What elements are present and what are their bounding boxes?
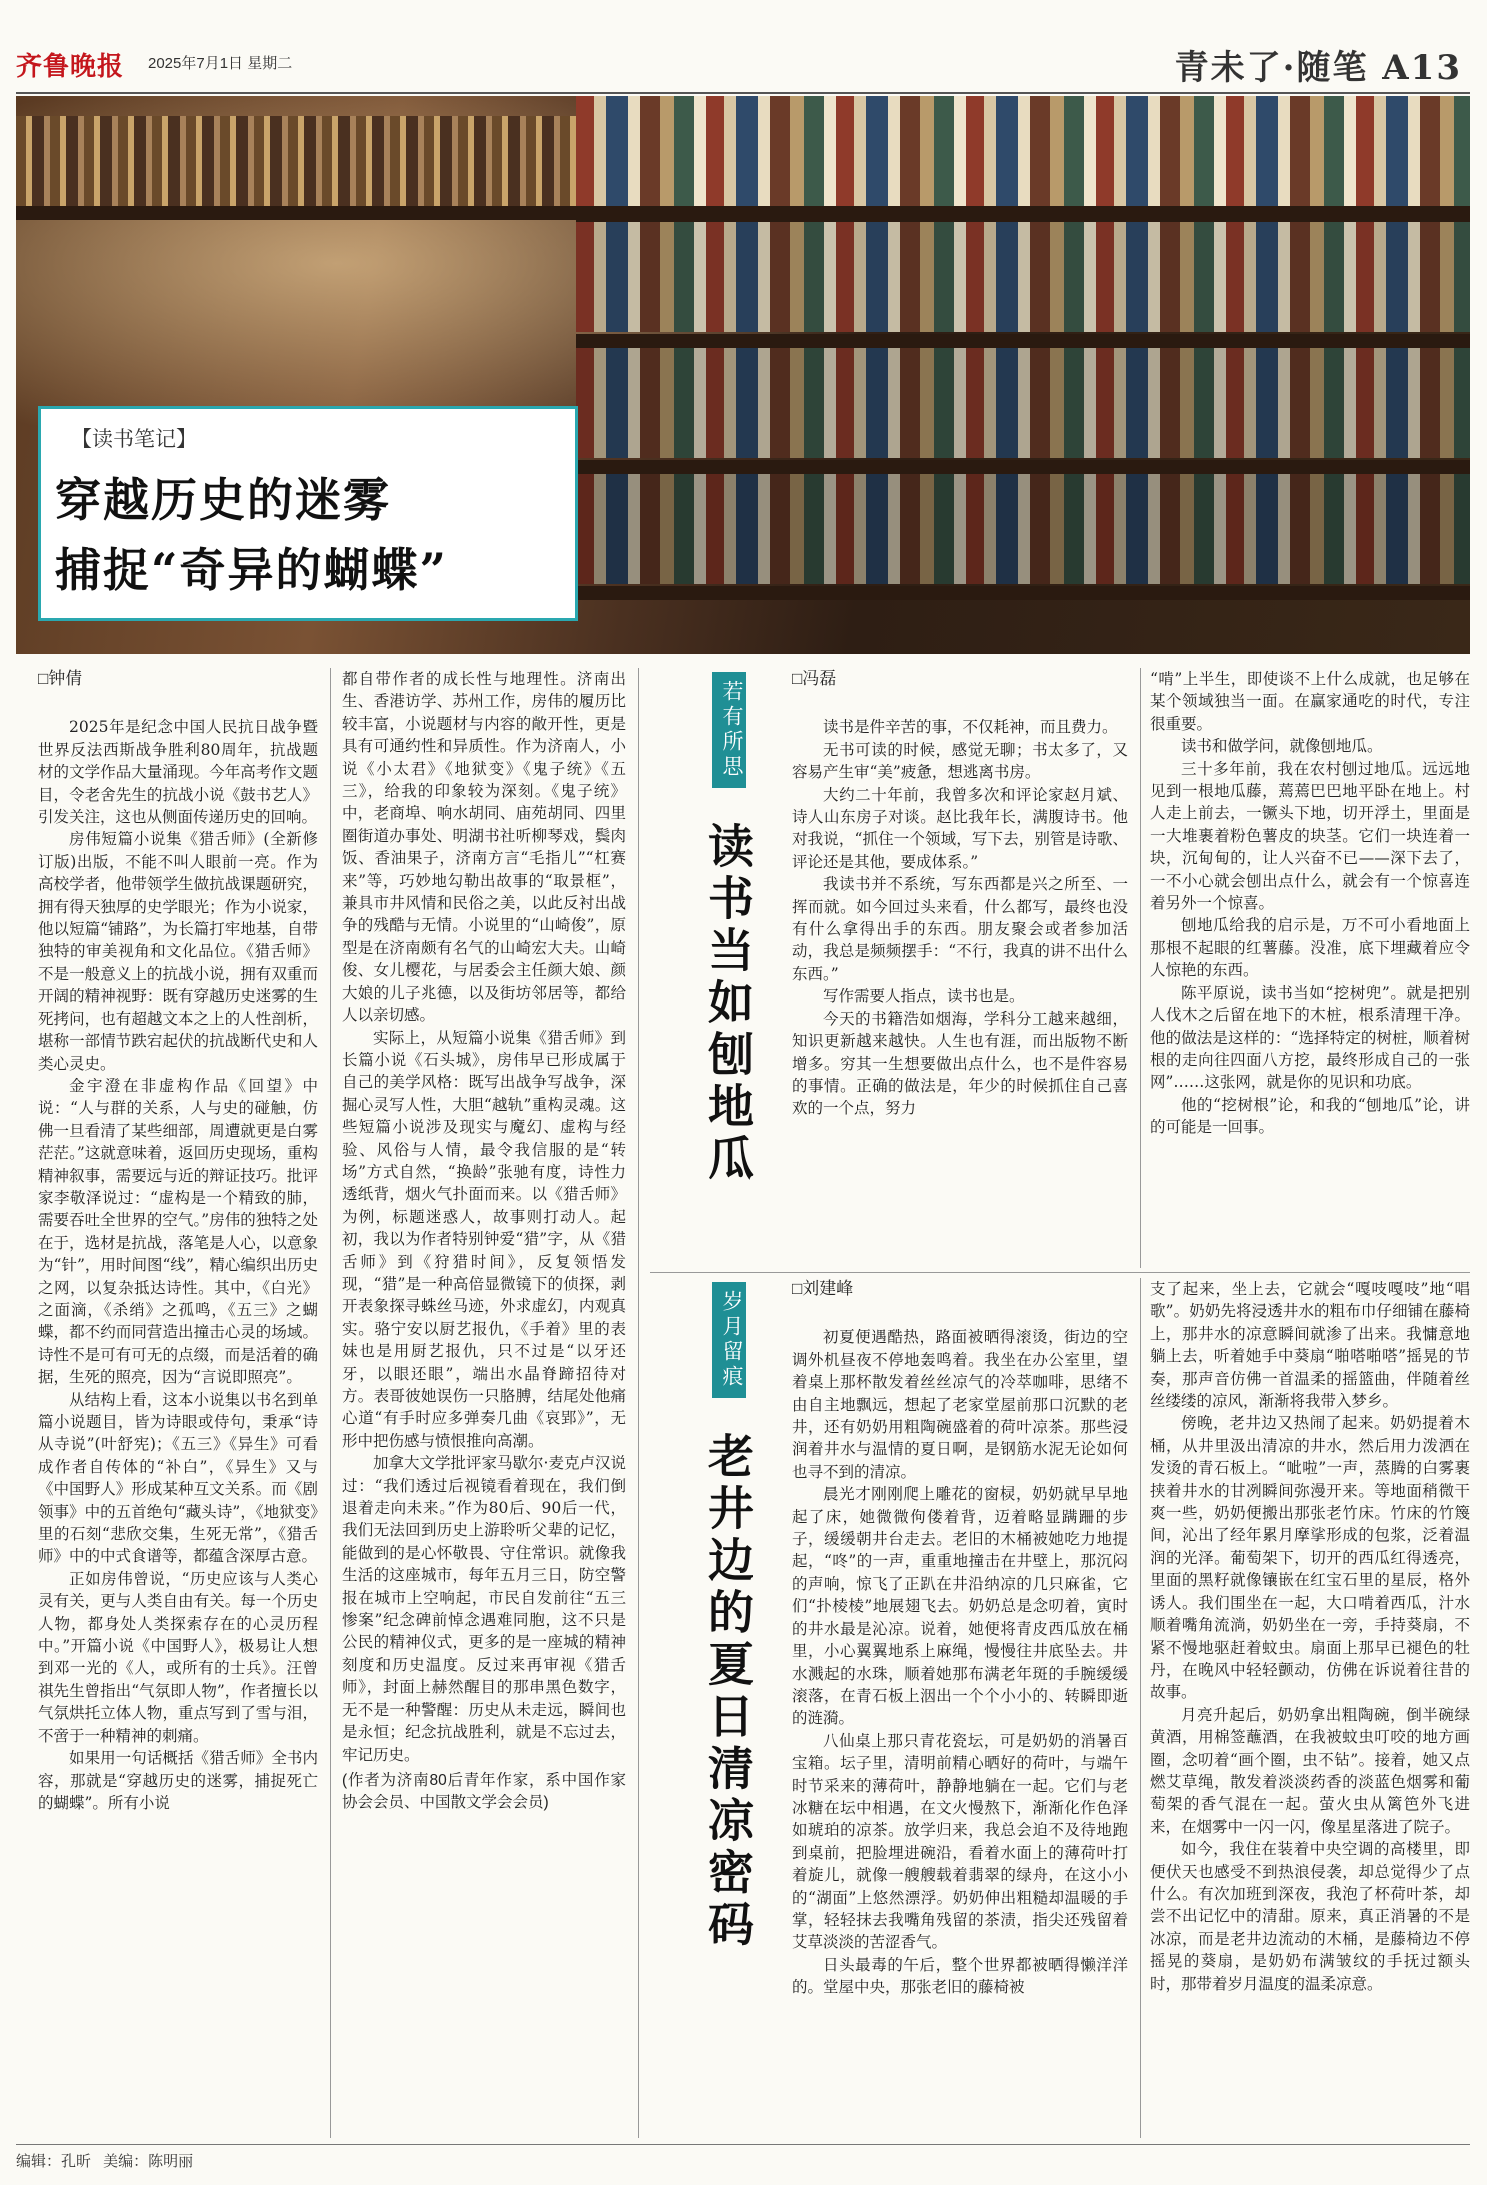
essay2-column-1	[792, 1278, 1128, 2136]
bookshelf-photo	[16, 96, 1470, 654]
lead-author: □钟倩	[38, 669, 83, 688]
paragraph: 日头最毒的午后，整个世界都被晒得懒洋洋的。堂屋中央，那张老旧的藤椅被	[792, 1955, 1128, 1997]
essay1-tag: 若有所思	[712, 672, 746, 788]
paragraph: 实际上，从短篇小说集《猎舌师》到长篇小说《石头城》，房伟早已形成属于自己的美学风格：既写出战争写战争，深掘心灵写人性，大胆“越轨”重构灵魂。这些短篇小说涉及现实与魔幻、虚构与经验、风俗与人情，最令我信服的是“转场”方式自然，“换龄”张驰有度，诗性力透纸背，烟火气扑面而来。以《猎舌师》为例，标题迷惑人，故事则打动人。起初，我以为作者特别钟爱“猎”字，从《猎舌师》到《狩猎时间》，反复领悟发现，“猎”是一种高倍显微镜下的侦探，剥开表象探寻蛛丝马迹，外求虚幻，内观真实。骆宁安以厨艺报仇，《手着》里的表妹也是用厨艺报仇，只不过是“以牙还牙，以眼还眼”，端出水晶脊蹄招待对方。表哥彼她误伤一只胳膊，结尾处他痛心道“有手时应多弹奏几曲《哀郢》”，无形中把伤感与愤恨推向高潮。	[342, 1028, 626, 1450]
paragraph: 八仙桌上那只青花瓷坛，可是奶奶的消暑百宝箱。坛子里，清明前精心晒好的荷叶，与端午时节采来的薄荷叶，静静地躺在一起。它们与老冰糖在坛中相遇，在文火慢熬下，渐渐化作色泽如琥珀的凉茶。放学归来，我总会迫不及待地跑到桌前，把脸埋进碗沿，看着水面上的薄荷叶打着旋儿，就像一艘艘载着翡翠的绿舟，在这小小的“湖面”上悠然漂浮。奶奶伸出粗糙却温暖的手掌，轻轻抹去我嘴角残留的茶渍，指尖还残留着艾草淡淡的苦涩香气。	[792, 1731, 1128, 1952]
paragraph: 初夏便遇酷热，路面被晒得滚烫，街边的空调外机昼夜不停地轰鸣着。我坐在办公室里，望着桌上那杯散发着丝丝凉气的冷萃咖啡，思绪不由自主地飘远，想起了老家堂屋前那口沉默的老井，还有奶奶用粗陶碗盛着的荷叶凉茶。那些浸润着井水与温情的夏日啊，是钢筋水泥无论如何也寻不到的清凉。	[792, 1328, 1128, 1481]
bookshelf-row	[576, 222, 1470, 332]
paragraph: 2025年是纪念中国人民抗日战争暨世界反法西斯战争胜利80周年，抗战题材的文学作品大量涌现。今年高考作文题目，令老舍先生的抗战小说《鼓书艺人》引发关注，这也从侧面传递历史的回响。	[38, 718, 318, 827]
issue-date: 2025年7月1日 星期二	[148, 55, 293, 72]
column-divider	[1140, 1278, 1141, 2138]
shelf-board	[576, 334, 1470, 348]
headline-line-2: 捕捉“奇异的蝴蝶”	[55, 543, 448, 597]
paragraph: 陈平原说，读书当如“挖树兜”。就是把别人伐木之后留在地下的木桩，根系清理干净。他的做法是这样的：“选择特定的树桩，顺着树根的走向往四面八方挖，最终形成自己的一张网”……这张网，就是你的见识和功底。	[1150, 983, 1470, 1092]
essay2-tag: 岁月留痕	[712, 1282, 746, 1398]
editor-credits: 编辑：孔昕 美编：陈明丽	[16, 2153, 194, 2170]
header-rule	[16, 92, 1470, 94]
paragraph: 房伟短篇小说集《猎舌师》(全新修订版)出版，不能不叫人眼前一亮。作为高校学者，他带领学生做抗战课题研究，拥有得天独厚的史学眼光；作为小说家，他以短篇“铺路”，为长篇打牢地基，自带独特的审美视角和文化品位。《猎舌师》不是一般意义上的抗战小说，拥有双重而开阔的精神视野：既有穿越历史迷雾的生死拷问，也有超越文本之上的人性剖析，堪称一部情节跌宕起伏的抗战断代史和人类心灵史。	[38, 830, 318, 1073]
paragraph: 读书和做学问，就像刨地瓜。	[1181, 737, 1383, 756]
paragraph: 大约二十年前，我曾多次和评论家赵月斌、诗人山东房子对谈。赵比我年长，满腹诗书。他对我说，“抓住一个领域，写下去，别管是诗歌、评论还是其他，要成体系。”	[792, 785, 1128, 871]
paragraph: 如果用一句话概括《猎舌师》全书内容，那就是“穿越历史的迷雾，捕捉死亡的蝴蝶”。所有小说	[38, 1749, 318, 1812]
paragraph: 无书可读的时候，感觉无聊；书太多了，又容易产生审“美”疲惫，想逃离书房。	[792, 740, 1128, 782]
footer-rule	[16, 2144, 1470, 2145]
bookshelf-row	[16, 116, 576, 206]
lead-column-2	[342, 668, 626, 2136]
newspaper-logo: 齐鲁晚报	[16, 52, 125, 82]
essay2-title: 老井边的夏日清凉密码	[701, 1432, 755, 1952]
essay1-column-1	[792, 668, 1128, 1268]
essay2-column-2	[1150, 1278, 1470, 2136]
bookshelf-row	[576, 474, 1470, 584]
paragraph: “啃”上半生，即使谈不上什么成就，也足够在某个领域独当一面。在赢家通吃的时代，专注很重要。	[1150, 670, 1470, 733]
section-title: 青未了·随笔 A13	[1174, 48, 1462, 88]
paragraph: 支了起来，坐上去，它就会“嘎吱嘎吱”地“唱歌”。奶奶先将浸透井水的粗布巾仔细铺在藤椅上，那井水的凉意瞬间就渗了出来。我慵意地躺上去，听着她手中葵扇“啪嗒啪嗒”摇晃的节奏，那声音仿佛一首温柔的摇篮曲，伴随着丝丝缕缕的凉风，渐渐将我带入梦乡。	[1150, 1280, 1470, 1411]
headline-line-1: 穿越历史的迷雾	[55, 473, 391, 527]
paragraph: 他的“挖树根”论，和我的“刨地瓜”论，讲的可能是一回事。	[1150, 1095, 1470, 1137]
paragraph: 如今，我住在装着中央空调的高楼里，即便伏天也感受不到热浪侵袭，却总觉得少了点什么。有次加班到深夜，我泡了杯荷叶茶，却尝不出记忆中的清甜。原来，真正消暑的不是冰凉，而是老井边流动的木桶，是藤椅边不停摇晃的葵扇，是奶奶布满皱纹的手抚过额头时，那带着岁月温度的温柔凉意。	[1150, 1840, 1470, 1993]
essay2-author: □刘建峰	[792, 1279, 854, 1298]
paragraph: 金宇澄在非虚构作品《回望》中说：“人与群的关系，人与史的碰触，仿佛一旦看清了某些细部，周遭就更是白雾茫茫。”这就意味着，返回历史现场，重构精神叙事，需要远与近的辩证技巧。批评家李敬泽说过：“虚构是一个精致的肺，需要吞吐全世界的空气。”房伟的独特之处在于，选材是抗战，落笔是人心，以意象为“针”，用时间图“线”，精心编织出历史之网，以复杂抵达诗性。其中，《白光》之面滴，《杀绡》之孤鸣，《五三》之蝴蝶，都不约而同营造出撞击心灵的场域。诗性不是可有可无的点缀，而是活着的确据，生死的照亮，因为“言说即照亮”。	[38, 1076, 318, 1387]
paragraph: 从结构上看，这本小说集以书名到单篇小说题目，皆为诗眼或侍句，秉承“诗从寺说”(叶舒宪)；《五三》《异生》可看成作者自传体的“补白”，《异生》又与《中国野人》形成某种互文关系。而《剧领事》中的五首绝句“藏头诗”，《地狱变》里的石刻“悲欣交集，生死无常”，《猎舌师》中的中式食谱等，都蕴含深厚古意。	[38, 1390, 318, 1566]
paragraph: 都自带作者的成长性与地理性。济南出生、香港访学、苏州工作，房伟的履历比较丰富，小说题材与内容的敞开性，更是具有可通约性和异质性。作为济南人，小说《小太君》《地狱变》《鬼子统》《五三》，给我的印象较为深刻。《鬼子统》中，老商埠、响水胡同、庙苑胡同、四里圈街道办事处、明湖书社听柳琴戏，鬓肉饭、香油果子，济南方言“毛指儿”“杠赛来”等，巧妙地勾勒出故事的“取景框”，兼具市井风情和民俗之美，以此反衬出战争的残酷与无情。小说里的“山崎俊”，原型是在济南颇有名气的山崎宏大夫。山崎俊、女儿樱花，与居委会主任颜大娘、颜大娘的儿子兆德，以及街坊邻居等，都给人以亲切感。	[342, 670, 626, 1025]
paragraph: 加拿大文学批评家马歇尔·麦克卢汉说过：“我们透过后视镜看着现在，我们倒退着走向未来。”作为80后、90后一代，我们无法回到历史上游聆听父辈的记忆，能做到的是心怀敬畏、守住常识。就像我生活的这座城市，每年五月三日，防空警报在城市上空响起，市民自发前往“五三惨案”纪念碑前悼念遇难同胞，这不只是公民的精神仪式，更多的是一座城的精神刻度和历史温度。反过来再审视《猎舌师》，封面上赫然醒目的那串黑色数字，无不是一种警醒：历史从未走远，瞬间也是永恒；纪念抗战胜利，就是不忘过去，牢记历史。	[342, 1454, 626, 1764]
paragraph: 傍晚，老井边又热闹了起来。奶奶提着木桶，从井里汲出清凉的井水，然后用力泼洒在发烫的青石板上。“呲啦”一声，蒸腾的白雾裹挟着井水的甘冽瞬间弥漫开来。等地面稍微干爽一些，奶奶便搬出那张老竹床。竹床的竹篾间，沁出了经年累月摩挲形成的包浆，泛着温润的光泽。葡萄架下，切开的西瓜红得透亮，里面的黑籽就像镶嵌在红宝石里的星辰，格外诱人。我们围坐在一起，大口啃着西瓜，汁水顺着嘴角流淌，奶奶坐在一旁，手持葵扇，不紧不慢地驱赶着蚊虫。扇面上那早已褪色的牡丹，在晚风中轻轻颤动，仿佛在诉说着往昔的故事。	[1150, 1414, 1470, 1702]
column-divider	[1140, 668, 1141, 1268]
essay1-author: □冯磊	[792, 669, 837, 688]
shelf-board	[576, 586, 1470, 600]
paragraph: 三十多年前，我在农村刨过地瓜。远远地见到一根地瓜藤，蔫蔫巴巴地平卧在地上。村人走上前去，一镢头下地，切开浮土，里面是一大堆裹着粉色薯皮的块茎。它们一块连着一块，沉甸甸的，让人兴奋不已——深下去了，一不小心就会刨出点什么，就会有一个惊喜连着另外一个惊喜。	[1150, 759, 1470, 913]
headline-box	[38, 406, 578, 621]
paragraph: 读书是件辛苦的事，不仅耗神，而且费力。	[823, 718, 1118, 737]
essay1-title: 读书当如刨地瓜	[701, 822, 755, 1186]
paragraph: 正如房伟曾说，“历史应该与人类心灵有关，更与人类自由有关。每一个历史人物，都身处人类探索存在的心灵历程中。”开篇小说《中国野人》，极易让人想到邓一光的《人，或所有的士兵》。汪曾祺先生曾指出“气氛即人物”，作者擅长以气氛烘托立体人物，重点写到了雪与泪，不啻于一种精神的刺痛。	[38, 1569, 318, 1745]
paragraph: 刨地瓜给我的启示是，万不可小看地面上那根不起眼的红薯藤。没准，底下埋藏着应令人惊艳的东西。	[1150, 916, 1470, 980]
shelf-board	[576, 208, 1470, 222]
author-note: (作者为济南80后青年作家，系中国作家协会会员、中国散文学会会员)	[342, 1771, 626, 1812]
column-divider	[638, 668, 639, 2138]
bookshelf-row	[576, 96, 1470, 206]
paragraph: 月亮升起后，奶奶拿出粗陶碗，倒半碗绿黄酒，用棉签蘸酒，在我被蚊虫叮咬的地方画圈，念叨着“画个圈，虫不钻”。接着，她又点燃艾草绳，散发着淡淡药香的淡蓝色烟雾和葡萄架的香气混在一起。萤火虫从篱笆外飞进来，在烟雾中一闪一闪，像星星落进了院子。	[1150, 1705, 1470, 1836]
paragraph: 写作需要人指点，读书也是。	[823, 987, 1025, 1006]
column-divider	[330, 668, 331, 2138]
lead-column-1	[38, 668, 318, 2136]
paragraph: 我读书并不系统，写东西都是兴之所至、一挥而就。如今回过头来看，什么都写，最终也没有什么拿得出手的东西。朋友聚会或者参加活动，我总是频频摆手：“不行，我真的讲不出什么东西。”	[792, 875, 1128, 983]
column-tag: 【读书笔记】	[71, 427, 197, 451]
article-divider	[650, 1272, 1470, 1273]
essay1-column-2	[1150, 668, 1470, 1268]
paragraph: 今天的书籍浩如烟海，学科分工越来越细，知识更新越来越快。人生也有涯，而出版物不断增多。穷其一生想要做出点什么，也不是件容易的事情。正确的做法是，年少的时候抓住自己喜欢的一个点，努力	[792, 1009, 1128, 1118]
shelf-board	[576, 460, 1470, 474]
bookshelf-row	[576, 348, 1470, 458]
paragraph: 晨光才刚刚爬上雕花的窗棂，奶奶就早早地起了床，她微微佝偻着背，迈着略显蹒跚的步子，缓缓朝井台走去。老旧的木桶被她吃力地提起，“咚”的一声，重重地撞击在井壁上，那沉闷的声响，惊飞了正趴在井沿纳凉的几只麻雀，它们“扑棱棱”地展翅飞去。奶奶总是念叨着，寅时的井水最是沁凉。说着，她便将青皮西瓜放在桶里，小心翼翼地系上麻绳，慢慢往井底坠去。井水溅起的水珠，顺着她那布满老年斑的手腕缓缓滚落，在青石板上洇出一个个小小的、转瞬即逝的涟漪。	[792, 1485, 1128, 1728]
page-header	[16, 40, 1470, 94]
